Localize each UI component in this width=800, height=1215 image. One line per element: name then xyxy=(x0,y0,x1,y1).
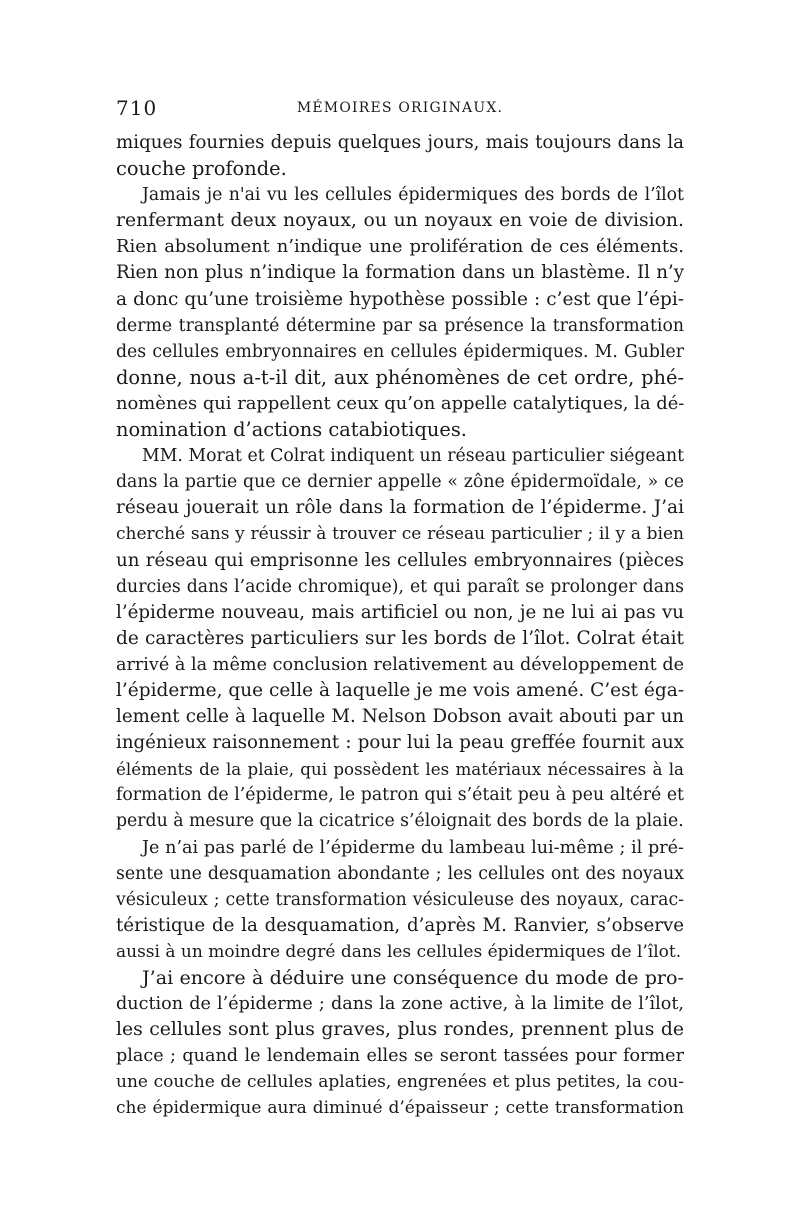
text-line: couche profonde. xyxy=(116,157,287,181)
text-line: téristique de la desquamation, d’après M. Ranvier, s’observe xyxy=(116,914,684,936)
running-head: MÉMOIRES ORIGINAUX. xyxy=(296,100,504,116)
text-line: Rien absolument n’indique une prolifération de ces éléments. xyxy=(116,236,684,258)
page-number: 710 xyxy=(116,96,158,120)
text-line: Je n’ai pas parlé de l’épiderme du lambeau lui-même ; il pré- xyxy=(142,837,684,858)
text-line: Rien non plus n’indique la formation dans un blastème. Il n’y xyxy=(116,262,684,284)
text-line: les cellules sont plus graves, plus rondes, prennent plus de xyxy=(116,1019,684,1041)
text-line: dans la partie que ce dernier appelle « zône épidermoïdale, » ce xyxy=(116,472,684,493)
text-line: duction de l’épiderme ; dans la zone active, à la limite de l’îlot, xyxy=(116,994,684,1015)
text-line: lement celle à laquelle M. Nelson Dobson avait abouti par un xyxy=(116,706,684,728)
text-line: arrivé à la même conclusion relativement au développement de xyxy=(116,654,684,675)
text-line: aussi à un moindre degré dans les cellules épidermiques de l’îlot. xyxy=(116,941,682,962)
text-line: de caractères particuliers sur les bords de l’îlot. Colrat était xyxy=(116,627,684,649)
text-line: che épidermique aura diminué d’épaisseur ; cette transformation xyxy=(116,1098,684,1119)
text-line: l’épiderme nouveau, mais artificiel ou non, je ne lui ai pas vu xyxy=(116,601,684,623)
text-line: J’ai encore à déduire une conséquence du mode de pro- xyxy=(142,966,684,989)
text-line: cherché sans y réussir à trouver ce réseau particulier ; il y a bien xyxy=(116,524,684,545)
text-line: nomination d’actions catabiotiques. xyxy=(116,418,467,442)
text-line: l’épiderme, que celle à laquelle je me vois amené. C’est éga- xyxy=(116,679,684,701)
page-header xyxy=(116,96,684,124)
text-line: sente une desquamation abondante ; les cellules ont des noyaux xyxy=(116,863,684,884)
body-text xyxy=(116,130,684,1122)
text-line: perdu à mesure que la cicatrice s’éloignait des bords de la plaie. xyxy=(116,811,684,832)
text-line: renfermant deux noyaux, ou un noyaux en voie de division. xyxy=(116,210,684,232)
text-line: place ; quand le lendemain elles se seront tassées pour former xyxy=(116,1046,684,1067)
text-line: Jamais je n'ai vu les cellules épidermiques des bords de l’îlot xyxy=(142,185,684,206)
text-line: ingénieux raisonnement : pour lui la peau greffée fournit aux xyxy=(116,732,684,754)
text-line: une couche de cellules aplaties, engrenées et plus petites, la cou- xyxy=(116,1072,684,1093)
text-line: MM. Morat et Colrat indiquent un réseau particulier siégeant xyxy=(142,446,685,467)
text-line: vésiculeux ; cette transformation vésiculeuse des noyaux, carac- xyxy=(116,889,684,910)
text-line: durcies dans l’acide chromique), et qui paraît se prolonger dans xyxy=(116,576,684,597)
text-line: a donc qu’une troisième hypothèse possible : c’est que l’épi- xyxy=(116,288,684,310)
text-line: donne, nous a-t-il dit, aux phénomènes de cet ordre, phé- xyxy=(116,365,684,389)
text-line: formation de l’épiderme, le patron qui s’était peu à peu altéré et xyxy=(116,785,684,806)
text-line: des cellules embryonnaires en cellules épidermiques. M. Gubler xyxy=(116,341,684,362)
text-line: éléments de la plaie, qui possèdent les matériaux nécessaires à la xyxy=(116,759,684,780)
text-line: derme transplanté détermine par sa présence la transformation xyxy=(116,315,684,336)
text-line: miques fournies depuis quelques jours, mais toujours dans la xyxy=(116,132,684,153)
text-line: nomènes qui rappellent ceux qu’on appelle catalytiques, la dé- xyxy=(116,392,685,414)
text-line: réseau jouerait un rôle dans la formation de l’épiderme. J’ai xyxy=(116,497,684,519)
text-line: un réseau qui emprisonne les cellules embryonnaires (pièces xyxy=(116,549,684,571)
